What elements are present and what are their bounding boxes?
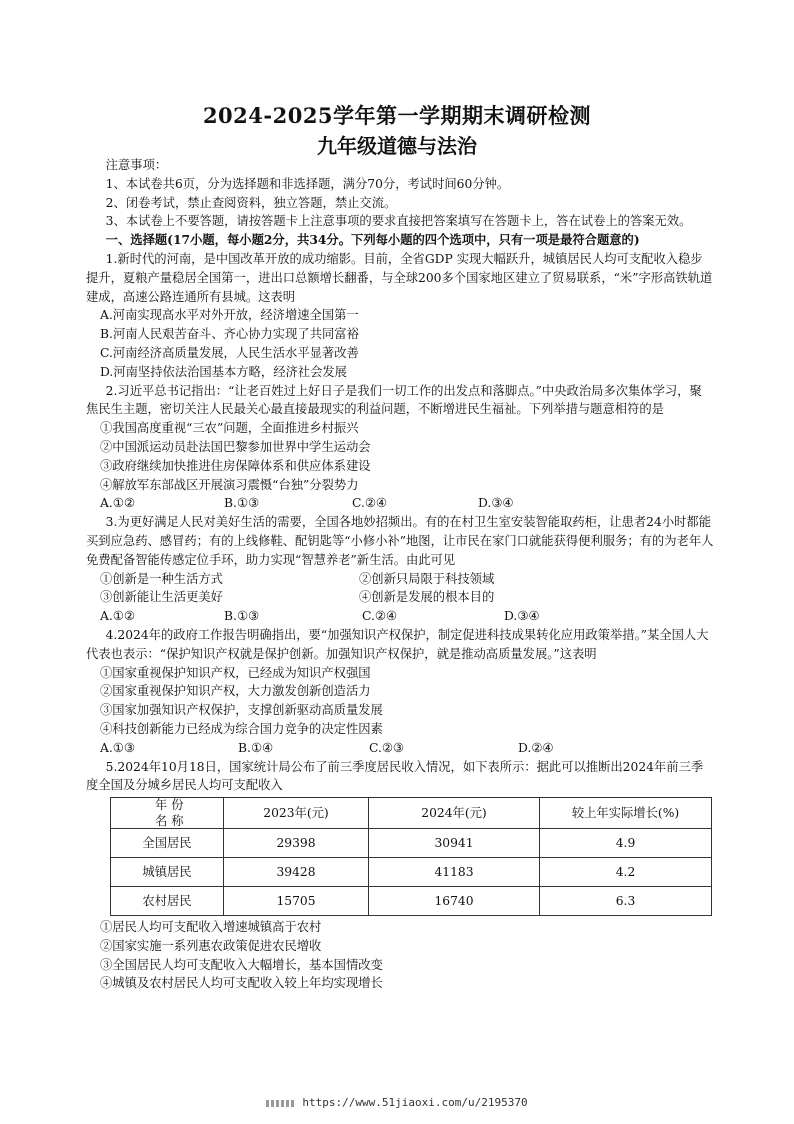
column-header: 2024年(元) [369, 798, 540, 829]
notice-item: 2、闭卷考试，禁止查阅资料，独立答题，禁止交流。 [105, 195, 397, 210]
statement-row [86, 570, 714, 589]
corner-bottom-label: 名 称 [155, 814, 184, 829]
table-cell: 4.9 [540, 829, 712, 858]
question-stem: 4.2024年的政府工作报告明确指出，要“加强知识产权保护，制定促进科技成果转化应用政策举措。”某全国人大代表也表示：“保护知识产权就是保护创新。加强知识产权保护，就是推动高质量发展。”这表明 [86, 627, 709, 661]
table-cell: 39428 [224, 858, 369, 887]
statement: ②国家实施一系列惠农政策促进农民增收 [100, 938, 322, 953]
statement: ③创新能让生活更美好 [100, 590, 223, 605]
section-heading: 一、选择题(17小题，每小题2分，共34分。下列每小题的四个选项中，只有一项是最符合题意的) [105, 232, 640, 248]
statement: ①我国高度重视“三农”问题，全面推进乡村振兴 [100, 421, 359, 436]
watermark-logo [266, 1100, 296, 1107]
statement: ③全国居民人均可支配收入大幅增长，基本国情改变 [100, 957, 383, 972]
statement: ②中国派运动员赴法国巴黎参加世界中学生运动会 [100, 439, 371, 454]
statement: ①国家重视保护知识产权，已经成为知识产权强国 [100, 665, 371, 680]
choice-d: D.③④ [504, 609, 540, 624]
question-stem: 5.2024年10月18日，国家统计局公布了前三季度居民收入情况，如下表所示：据此可以推断出2024年前三季度全国及分城乡居民人均可支配收入 [86, 759, 704, 793]
table-row [111, 829, 712, 858]
statement: ④城镇及农村居民人均可支配收入较上年均实现增长 [100, 976, 383, 991]
statement: ①创新是一种生活方式 [100, 571, 223, 586]
row-label: 农村居民 [111, 887, 224, 916]
option-b: B.河南人民艰苦奋斗、齐心协力实现了共同富裕 [100, 327, 359, 342]
statement: ②创新只局限于科技领域 [359, 571, 495, 586]
row-label: 全国居民 [111, 829, 224, 858]
column-header: 2023年(元) [224, 798, 369, 829]
choice-b: B.①③ [224, 496, 259, 511]
question-stem: 2.习近平总书记指出：“让老百姓过上好日子是我们一切工作的出发点和落脚点。”中央政治局多次集体学习，聚焦民生主题，密切关注人民最关心最直接最现实的利益问题，不断增进民生福祉。下列举措与题意相符的是 [86, 383, 702, 417]
table-cell: 16740 [369, 887, 540, 916]
income-table [110, 797, 712, 916]
page-footer [0, 1096, 794, 1109]
footer-url[interactable]: https://www.51jiaoxi.com/u/2195370 [302, 1096, 528, 1109]
question-stem: 3.为更好满足人民对美好生活的需要，全国各地妙招频出。有的在村卫生室安装智能取药柜，让患者24小时都能买到应急药、感冒药；有的上线修鞋、配钥匙等“小修小补”地图，让市民在家门口就能获得便利服务；有的为老年人免费配备智能传感定位手环，助力实现“智慧养老”新生活。由此可见 [86, 515, 714, 567]
statement: ①居民人均可支配收入增速城镇高于农村 [100, 920, 322, 935]
column-header: 较上年实际增长(%) [540, 798, 712, 829]
table-cell: 6.3 [540, 887, 712, 916]
choice-d: D.③④ [478, 496, 514, 511]
exam-content [86, 156, 714, 993]
exam-subtitle: 九年级道德与法治 [317, 134, 477, 158]
choice-c: C.②③ [369, 740, 404, 755]
choice-a: A.①② [100, 496, 135, 511]
choice-row [86, 494, 714, 513]
table-corner-cell [111, 798, 224, 829]
statement: ④创新是发展的根本目的 [359, 590, 495, 605]
choice-row [86, 739, 714, 758]
choice-d: D.②④ [518, 740, 554, 755]
table-cell: 4.2 [540, 858, 712, 887]
exam-title: 2024-2025学年第一学期期末调研检测 [202, 103, 592, 128]
table-row [111, 887, 712, 916]
choice-a: A.①③ [100, 740, 135, 755]
statement-row [86, 588, 714, 607]
corner-top-label: 年 份 [155, 798, 184, 813]
choice-c: C.②④ [362, 609, 397, 624]
notice-heading: 注意事项： [105, 158, 168, 172]
table-header-row [111, 798, 712, 829]
choice-row [86, 607, 714, 626]
table-cell: 29398 [224, 829, 369, 858]
table-row [111, 858, 712, 887]
choice-a: A.①② [100, 609, 135, 624]
choice-b: B.①④ [238, 740, 273, 755]
question-stem: 1.新时代的河南，是中国改革开放的成功缩影。目前，全省GDP 实现大幅跃升，城镇居民人均可支配收入稳步提升，夏粮产量稳居全国第一，进出口总额增长翻番，与全球200多个国家地区建立了贸易联系，“米”字形高铁轨道建成，高速公路连通所有县城。这表明 [86, 251, 713, 304]
statement: ③政府继续加快推进住房保障体系和供应体系建设 [100, 458, 371, 473]
choice-c: C.②④ [352, 496, 387, 511]
option-a: A.河南实现高水平对外开放，经济增速全国第一 [100, 308, 359, 323]
option-c: C.河南经济高质量发展，人民生活水平显著改善 [100, 345, 359, 360]
statement: ④解放军东部战区开展演习震慑“台独”分裂势力 [100, 477, 359, 492]
row-label: 城镇居民 [111, 858, 224, 887]
notice-item: 1、本试卷共6页，分为选择题和非选择题，满分70分，考试时间60分钟。 [105, 176, 510, 191]
table-cell: 41183 [369, 858, 540, 887]
statement: ②国家重视保护知识产权，大力激发创新创造活力 [100, 684, 371, 699]
notice-item: 3、本试卷上不要答题，请按答题卡上注意事项的要求直接把答案填写在答题卡上，答在试卷上的答案无效。 [105, 214, 692, 229]
table-cell: 15705 [224, 887, 369, 916]
choice-b: B.①③ [224, 609, 259, 624]
statement: ③国家加强知识产权保护，支撑创新驱动高质量发展 [100, 703, 383, 718]
statement: ④科技创新能力已经成为综合国力竞争的决定性因素 [100, 721, 383, 736]
option-d: D.河南坚持依法治国基本方略，经济社会发展 [100, 364, 347, 379]
table-cell: 30941 [369, 829, 540, 858]
